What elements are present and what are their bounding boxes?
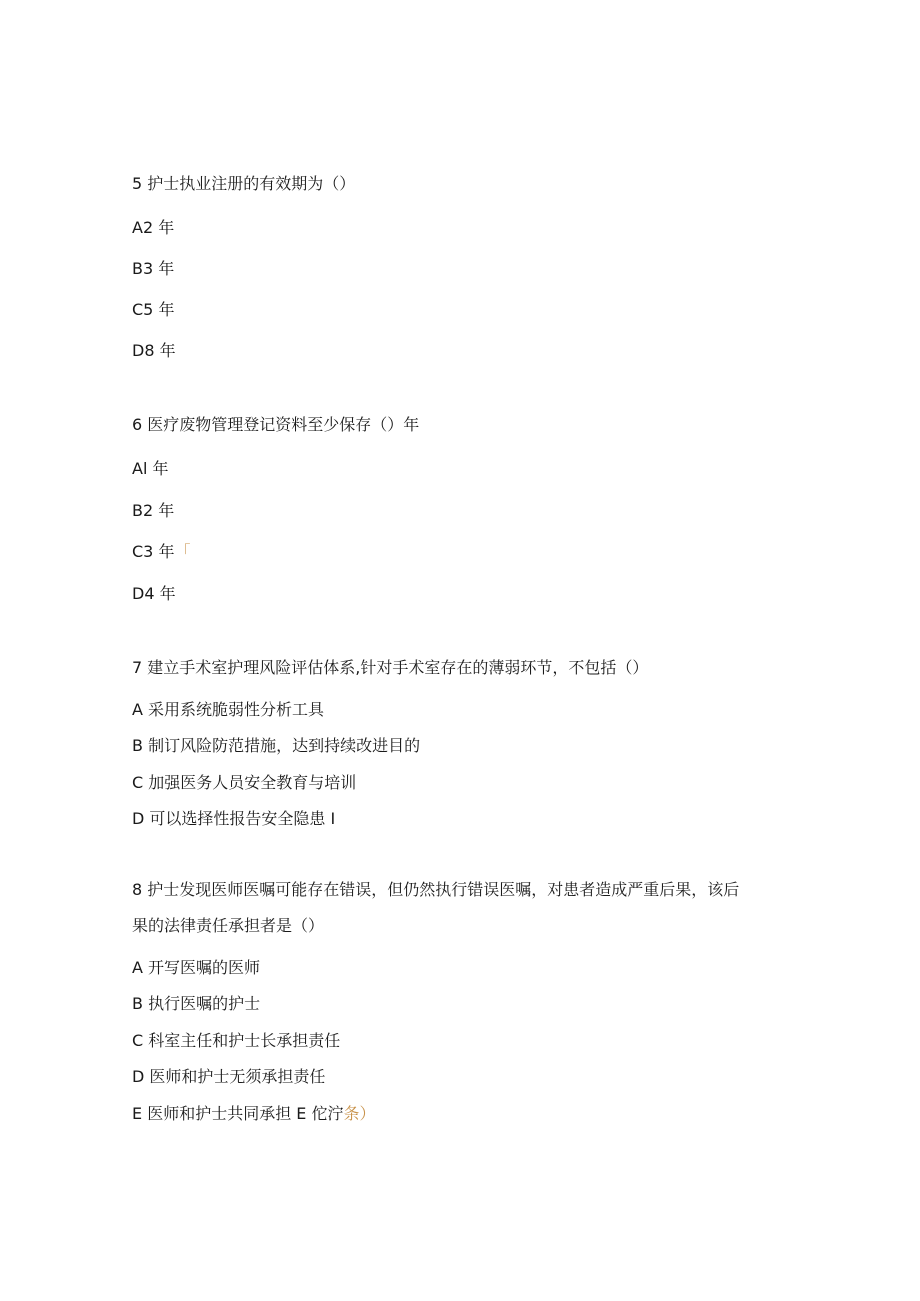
question-8-option-a: A 开写医嘱的医师 bbox=[132, 958, 261, 977]
question-7-option-a: A 采用系统脆弱性分析工具 bbox=[132, 700, 325, 719]
question-7-stem: 7 建立手术室护理风险评估体系,针对手术室存在的薄弱环节，不包括（） bbox=[132, 658, 649, 677]
question-8-option-e bbox=[132, 1104, 376, 1124]
question-6-stem: 6 医疗废物管理登记资料至少保存（）年 bbox=[132, 415, 420, 434]
question-6-option-c bbox=[132, 542, 190, 562]
question-5-option-b: B3 年 bbox=[132, 259, 175, 278]
question-6-option-b: B2 年 bbox=[132, 501, 175, 520]
question-7-option-c: C 加强医务人员安全教育与培训 bbox=[132, 773, 357, 792]
question-7-option-d: D 可以选择性报告安全隐患 I bbox=[132, 809, 336, 828]
question-6-option-c-mark: 「 bbox=[174, 542, 191, 561]
question-8-option-c: C 科室主任和护士长承担责任 bbox=[132, 1031, 341, 1050]
question-6-option-a: Al 年 bbox=[132, 459, 169, 478]
question-5-option-a: A2 年 bbox=[132, 218, 175, 237]
question-6-option-c-text: C3 年 bbox=[132, 542, 175, 561]
question-8-stem-line-1: 8 护士发现医师医嘱可能存在错误，但仍然执行错误医嘱，对患者造成严重后果，该后 bbox=[132, 880, 740, 899]
question-8-stem-line-2: 果的法律责任承担者是（） bbox=[132, 916, 325, 935]
question-5-stem: 5 护士执业注册的有效期为（） bbox=[132, 174, 356, 193]
question-7-option-b: B 制订风险防范措施，达到持续改进目的 bbox=[132, 736, 421, 755]
question-8-option-e-text: E 医师和护士共同承担 E 佗泞 bbox=[132, 1104, 344, 1123]
question-5-option-d: D8 年 bbox=[132, 341, 176, 360]
question-8-option-e-mark: 条） bbox=[343, 1104, 376, 1123]
question-8-option-d: D 医师和护士无须承担责任 bbox=[132, 1067, 326, 1086]
question-8-option-b: B 执行医嘱的护士 bbox=[132, 994, 261, 1013]
question-5-option-c: C5 年 bbox=[132, 300, 175, 319]
question-6-option-d: D4 年 bbox=[132, 584, 176, 603]
